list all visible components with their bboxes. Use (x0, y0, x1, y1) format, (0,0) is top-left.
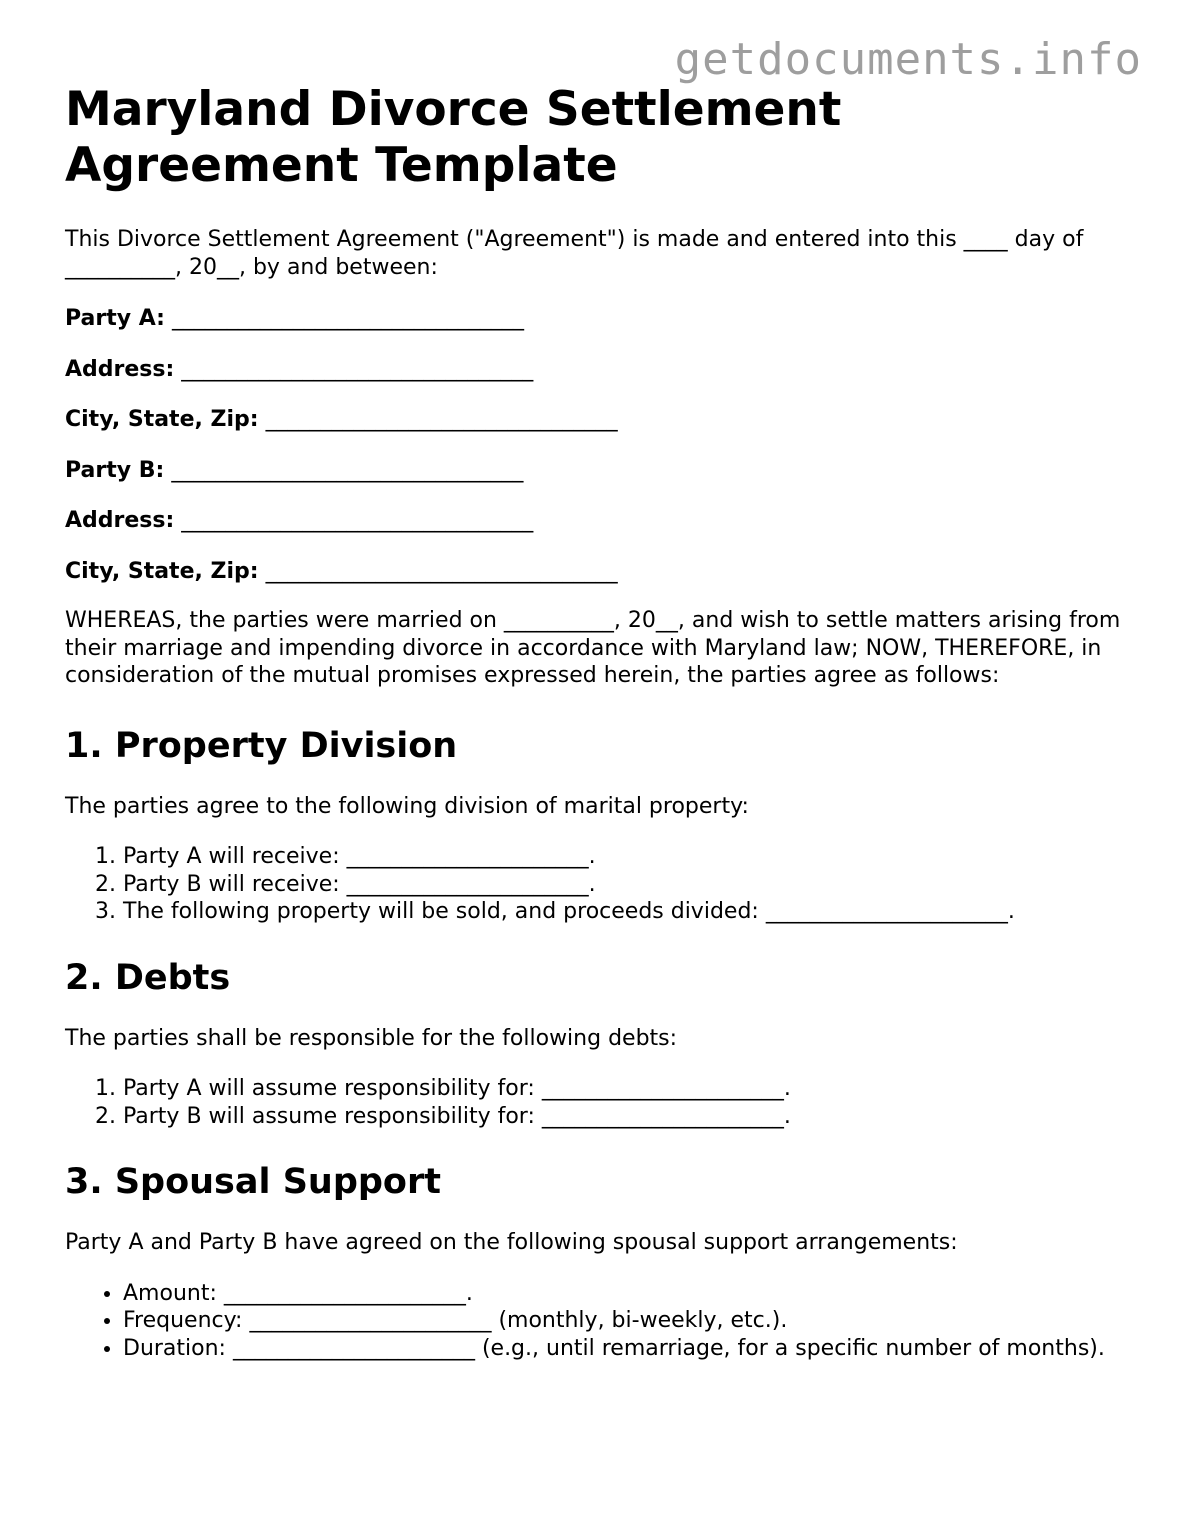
list-item: • Duration: ______________________ (e.g., until remarriage, for a specific number of months). (123, 1335, 1125, 1363)
list-item: 3. The following property will be sold, and proceeds divided: ______________________. (123, 898, 1125, 926)
intro-paragraph: This Divorce Settlement Agreement ("Agreement") is made and entered into this ____ day of __________, 20__, by and between: (65, 227, 1084, 280)
field-party-b (65, 457, 1125, 485)
section-intro: The parties shall be responsible for the following debts: (65, 1025, 678, 1051)
field-blank: ________________________________ (181, 508, 534, 533)
watermark: getdocuments.info (674, 34, 1142, 85)
document-page (65, 82, 1125, 1362)
section-heading-property-division: 1. Property Division (65, 725, 458, 766)
field-blank: ________________________________ (181, 356, 534, 382)
field-label: Address: (65, 356, 175, 382)
field-blank: ________________________________ (265, 407, 618, 432)
field-blank: ________________________________ (171, 306, 524, 331)
section-heading-debts: 2. Debts (65, 957, 231, 998)
section-intro: Party A and Party B have agreed on the following spousal support arrangements: (65, 1230, 958, 1255)
section-heading-spousal-support: 3. Spousal Support (65, 1162, 441, 1202)
field-label: Address: (65, 508, 175, 533)
list-item: 2. Party B will assume responsibility for: ______________________. (123, 1103, 1125, 1131)
field-party-b-city-state-zip (65, 558, 1125, 586)
property-division-list (65, 843, 1125, 926)
field-label: Party B: (65, 457, 165, 483)
list-item: 1. Party A will assume responsibility for: ______________________. (123, 1075, 1125, 1103)
document-title: Maryland Divorce Settlement Agreement Template (65, 82, 842, 193)
whereas-paragraph: WHEREAS, the parties were married on __________, 20__, and wish to settle matters arising from their marriage and impending divorce in accordance with Maryland law; NOW, THEREFORE, in consideration of the mutual promises expressed herein, the parties agree as follows: (65, 608, 1121, 688)
field-label: Party A: (65, 306, 165, 331)
field-label: City, State, Zip: (65, 558, 259, 584)
field-party-b-address (65, 507, 1125, 535)
list-item: • Frequency: ______________________ (monthly, bi-weekly, etc.). (123, 1307, 1125, 1335)
section-intro: The parties agree to the following division of marital property: (65, 793, 749, 819)
list-item: 2. Party B will receive: ______________________. (123, 871, 1125, 899)
field-party-a (65, 305, 1125, 333)
debts-list (65, 1075, 1125, 1130)
field-party-a-city-state-zip (65, 406, 1125, 434)
field-party-a-address (65, 356, 1125, 384)
field-blank: ________________________________ (171, 457, 524, 483)
list-item: 1. Party A will receive: ______________________. (123, 843, 1125, 871)
list-item: • Amount: ______________________. (123, 1280, 1125, 1308)
field-label: City, State, Zip: (65, 407, 259, 432)
spousal-support-list (65, 1280, 1125, 1363)
field-blank: ________________________________ (265, 558, 618, 584)
